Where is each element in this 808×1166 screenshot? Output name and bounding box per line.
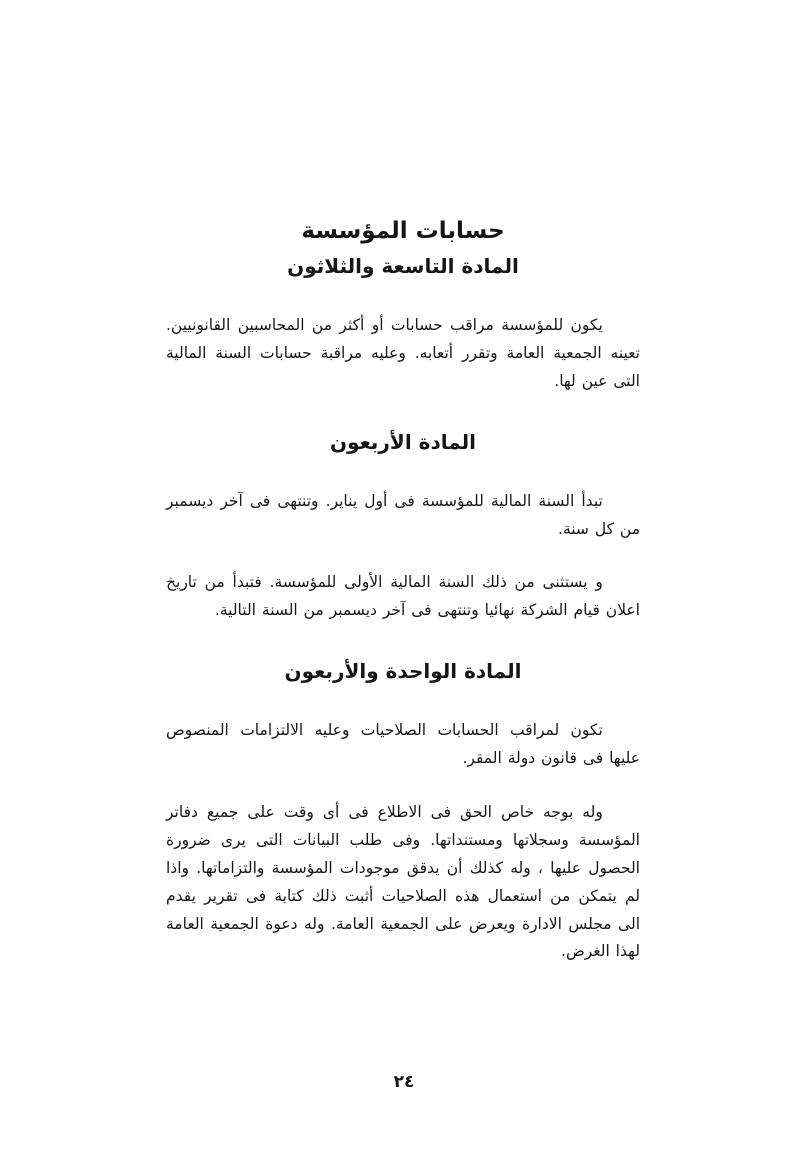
article-41-paragraph-2: وله بوجه خاص الحق فى الاطلاع فى أى وقت على جميع دفاتر المؤسسة وسجلاتها ومستنداتها. وفى طلب البيانات التى يرى ضرورة الحصول عليها ، وله كذلك أن يدقق موجودات المؤسسة والتزاماتها. واذا لم يتمكن من استعمال هذه الصلاحيات أثبت ذلك كتابة فى تقرير يقدم الى مجلس الادارة ويعرض على الجمعية العامة. وله دعوة الجمعية العامة لهذا الغرض. xyxy=(166,803,640,961)
article-41-paragraph-1: تكون لمراقب الحسابات الصلاحيات وعليه الالتزامات المنصوص عليها فى قانون دولة المقر. xyxy=(166,721,640,768)
page-title: حسابات المؤسسة xyxy=(301,218,505,244)
article-40-heading: المادة الأربعون xyxy=(330,429,476,454)
article-39-heading: المادة التاسعة والثلاثون xyxy=(287,254,519,278)
article-40-paragraph-1: تبدأ السنة المالية للمؤسسة فى أول يناير. وتنتهى فى آخر ديسمبر من كل سنة. xyxy=(166,491,640,538)
article-40-paragraph-2: و يستثنى من ذلك السنة المالية الأولى للمؤسسة. فتبدأ من تاريخ اعلان قيام الشركة نهائيا وتنتهى فى آخر ديسمبر من السنة التالية. xyxy=(166,573,640,620)
page-number: ٢٤ xyxy=(393,1072,415,1092)
document-content xyxy=(166,218,640,992)
article-39-paragraph: يكون للمؤسسة مراقب حسابات أو أكثر من المحاسبين القانونيين. تعينه الجمعية العامة وتقرر أتعابه. وعليه مراقبة حسابات السنة المالية التى عين لها. xyxy=(166,316,640,390)
article-41-heading: المادة الواحدة والأربعون xyxy=(284,659,522,684)
